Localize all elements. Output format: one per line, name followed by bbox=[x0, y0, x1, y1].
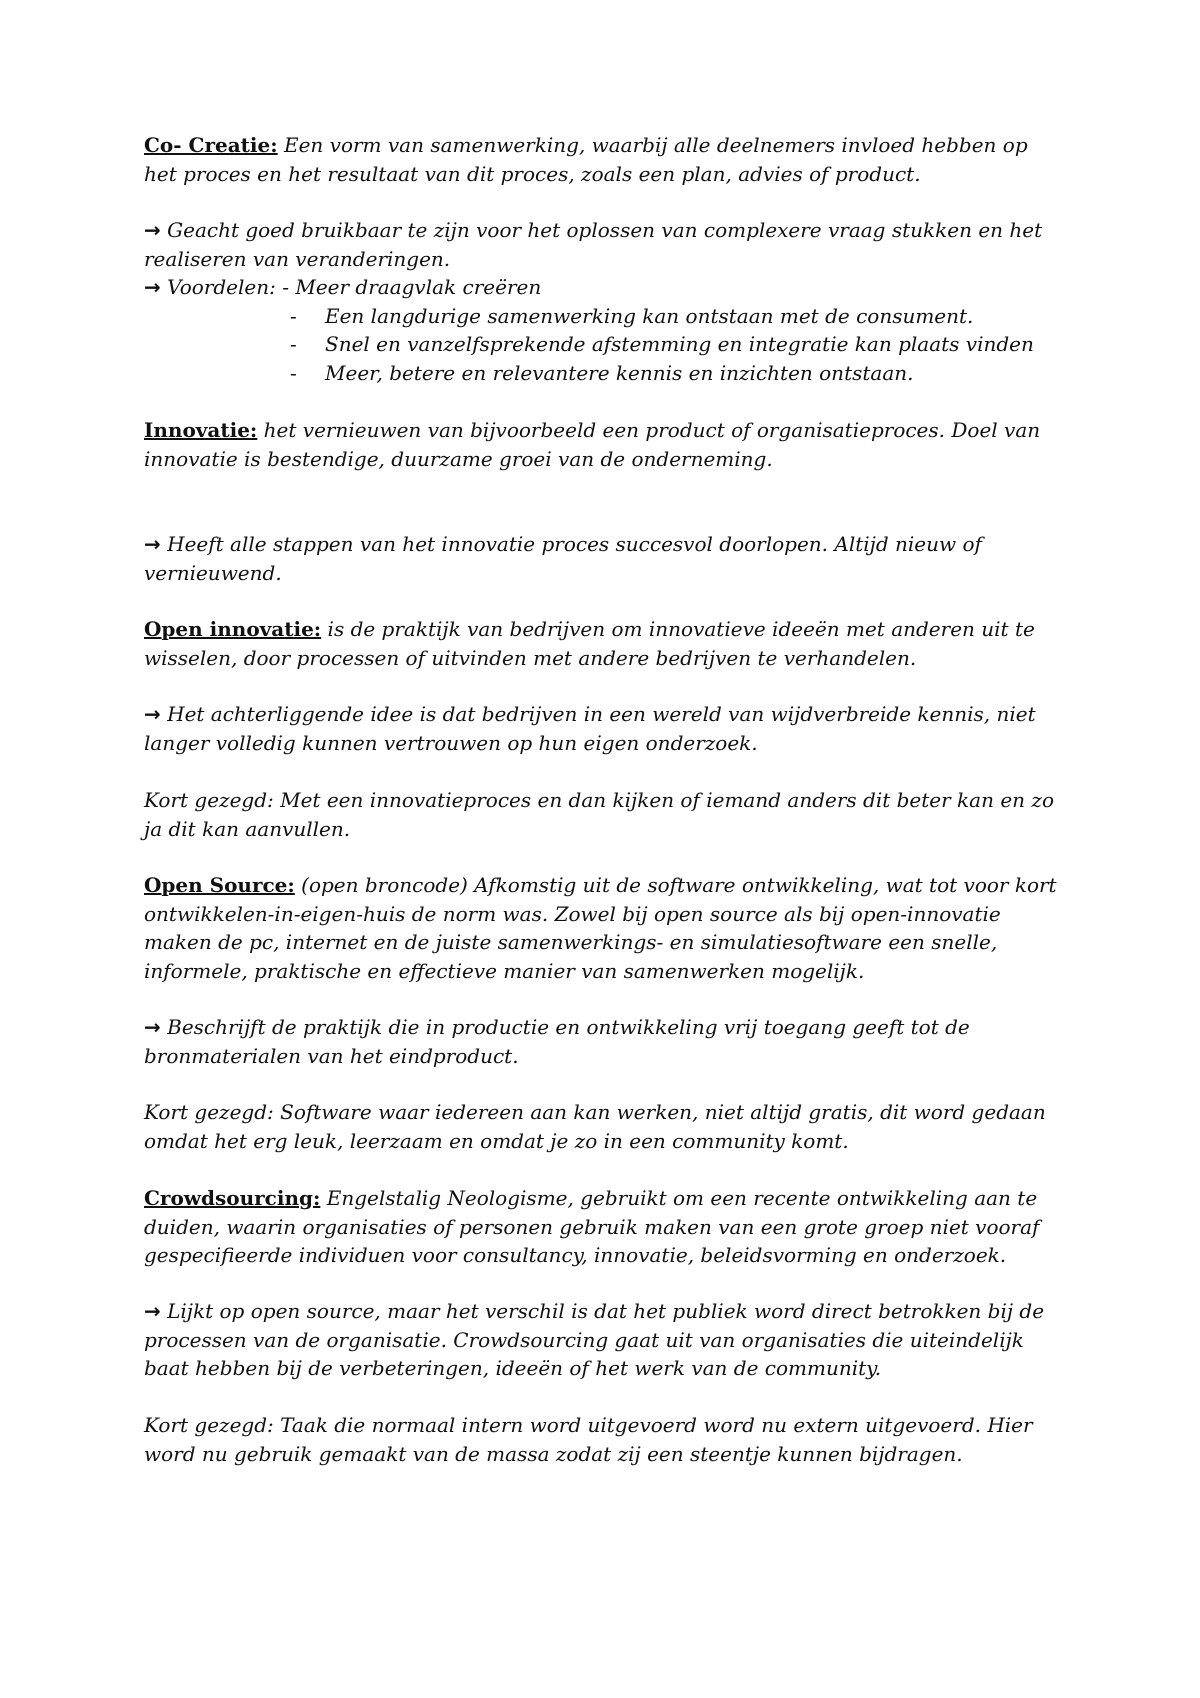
crowdsourcing-arrow-1 bbox=[144, 1297, 1064, 1383]
open-innovatie-arrow-1 bbox=[144, 700, 1064, 757]
dash-bullet: - bbox=[290, 304, 297, 328]
crowdsourcing-term: Crowdsourcing: bbox=[144, 1186, 321, 1210]
open-innovatie-summary: Kort gezegd: Met een innovatieproces en dan kijken of iemand anders dit beter kan en zo ja dit kan aanvullen. bbox=[144, 788, 1054, 841]
cocreatie-arrow-1 bbox=[144, 216, 1064, 273]
innovatie-text: het vernieuwen van bijvoorbeeld een product of organisatieproces. Doel van innovatie is bestendige, duurzame groei van de onderneming. bbox=[144, 418, 1041, 471]
cocreatie-definition bbox=[144, 131, 1064, 188]
crowdsourcing-arrow-1-text: Lijkt op open source, maar het verschil is dat het publiek word direct betrokken bij de processen van de organisatie. Crowdsourcing gaat uit van organisaties die uiteindelijk baat hebben bij de verbeteringen, ideeën of het werk van de community. bbox=[144, 1299, 1045, 1380]
cocreatie-arrow-1-text: Geacht goed bruikbaar te zijn voor het oplossen van complexere vraag stukken en het realiseren van veranderingen. bbox=[144, 218, 1043, 271]
cocreatie-term: Co- Creatie: bbox=[144, 133, 278, 157]
open-innovatie-text: is de praktijk van bedrijven om innovatieve ideeën met anderen uit te wisselen, door processen of uitvinden met andere bedrijven te verhandelen. bbox=[144, 617, 1035, 670]
open-innovatie-arrow-1-text: Het achterliggende idee is dat bedrijven in een wereld van wijdverbreide kennis, niet langer volledig kunnen vertrouwen op hun eigen onderzoek. bbox=[144, 702, 1036, 755]
innovatie-arrow-1 bbox=[144, 530, 1064, 587]
cocreatie-text: Een vorm van samenwerking, waarbij alle deelnemers invloed hebben op het proces en het resultaat van dit proces, zoals een plan, advies of product. bbox=[144, 133, 1028, 186]
innovatie-term: Innovatie: bbox=[144, 418, 258, 442]
open-source-arrow-1 bbox=[144, 1013, 1064, 1070]
arrow-icon: → bbox=[144, 218, 161, 242]
dash-bullet: - bbox=[290, 361, 297, 385]
list-item-text: Meer, betere en relevantere kennis en inzichten ontstaan. bbox=[325, 361, 914, 385]
open-source-term: Open Source: bbox=[144, 873, 295, 897]
crowdsourcing-definition bbox=[144, 1184, 1064, 1270]
crowdsourcing-summary: Kort gezegd: Taak die normaal intern word uitgevoerd word nu extern uitgevoerd. Hier word nu gebruik gemaakt van de massa zodat zij een steentje kunnen bijdragen. bbox=[144, 1413, 1033, 1466]
open-source-definition bbox=[144, 871, 1064, 985]
arrow-icon: → bbox=[144, 275, 161, 299]
open-source-text: (open broncode) Afkomstig uit de software ontwikkeling, wat tot voor kort ontwikkelen-in-eigen-huis de norm was. Zowel bij open source als bij open-innovatie maken de pc, internet en de juiste samenwerkings- en simulatiesoftware een snelle, informele, praktische en effectieve manier van samenwerken mogelijk. bbox=[144, 873, 1057, 983]
innovatie-arrow-1-text: Heeft alle stappen van het innovatie proces succesvol doorlopen. Altijd nieuw of vernieuwend. bbox=[144, 532, 982, 585]
dash-bullet: - bbox=[290, 332, 297, 356]
list-item-text: Snel en vanzelfsprekende afstemming en integratie kan plaats vinden bbox=[325, 332, 1034, 356]
open-source-arrow-1-text: Beschrijft de praktijk die in productie en ontwikkeling vrij toegang geeft tot de bronmaterialen van het eindproduct. bbox=[144, 1015, 970, 1068]
crowdsourcing-text: Engelstalig Neologisme, gebruikt om een recente ontwikkeling aan te duiden, waarin organisaties of personen gebruik maken van een grote groep niet vooraf gespecifieerde individuen voor consultancy, innovatie, beleidsvorming en onderzoek. bbox=[144, 1186, 1040, 1267]
open-innovatie-definition bbox=[144, 615, 1064, 672]
cocreatie-arrow-2 bbox=[144, 273, 1064, 302]
open-innovatie-term: Open innovatie: bbox=[144, 617, 322, 641]
open-source-summary: Kort gezegd: Software waar iedereen aan kan werken, niet altijd gratis, dit word gedaan omdat het erg leuk, leerzaam en omdat je zo in een community komt. bbox=[144, 1100, 1046, 1153]
arrow-icon: → bbox=[144, 1015, 161, 1039]
arrow-icon: → bbox=[144, 702, 161, 726]
arrow-icon: → bbox=[144, 532, 161, 556]
list-item-text: Een langdurige samenwerking kan ontstaan met de consument. bbox=[325, 304, 974, 328]
arrow-icon: → bbox=[144, 1299, 161, 1323]
innovatie-definition bbox=[144, 416, 1064, 473]
cocreatie-arrow-2-text: Voordelen: - Meer draagvlak creëren bbox=[167, 275, 542, 299]
